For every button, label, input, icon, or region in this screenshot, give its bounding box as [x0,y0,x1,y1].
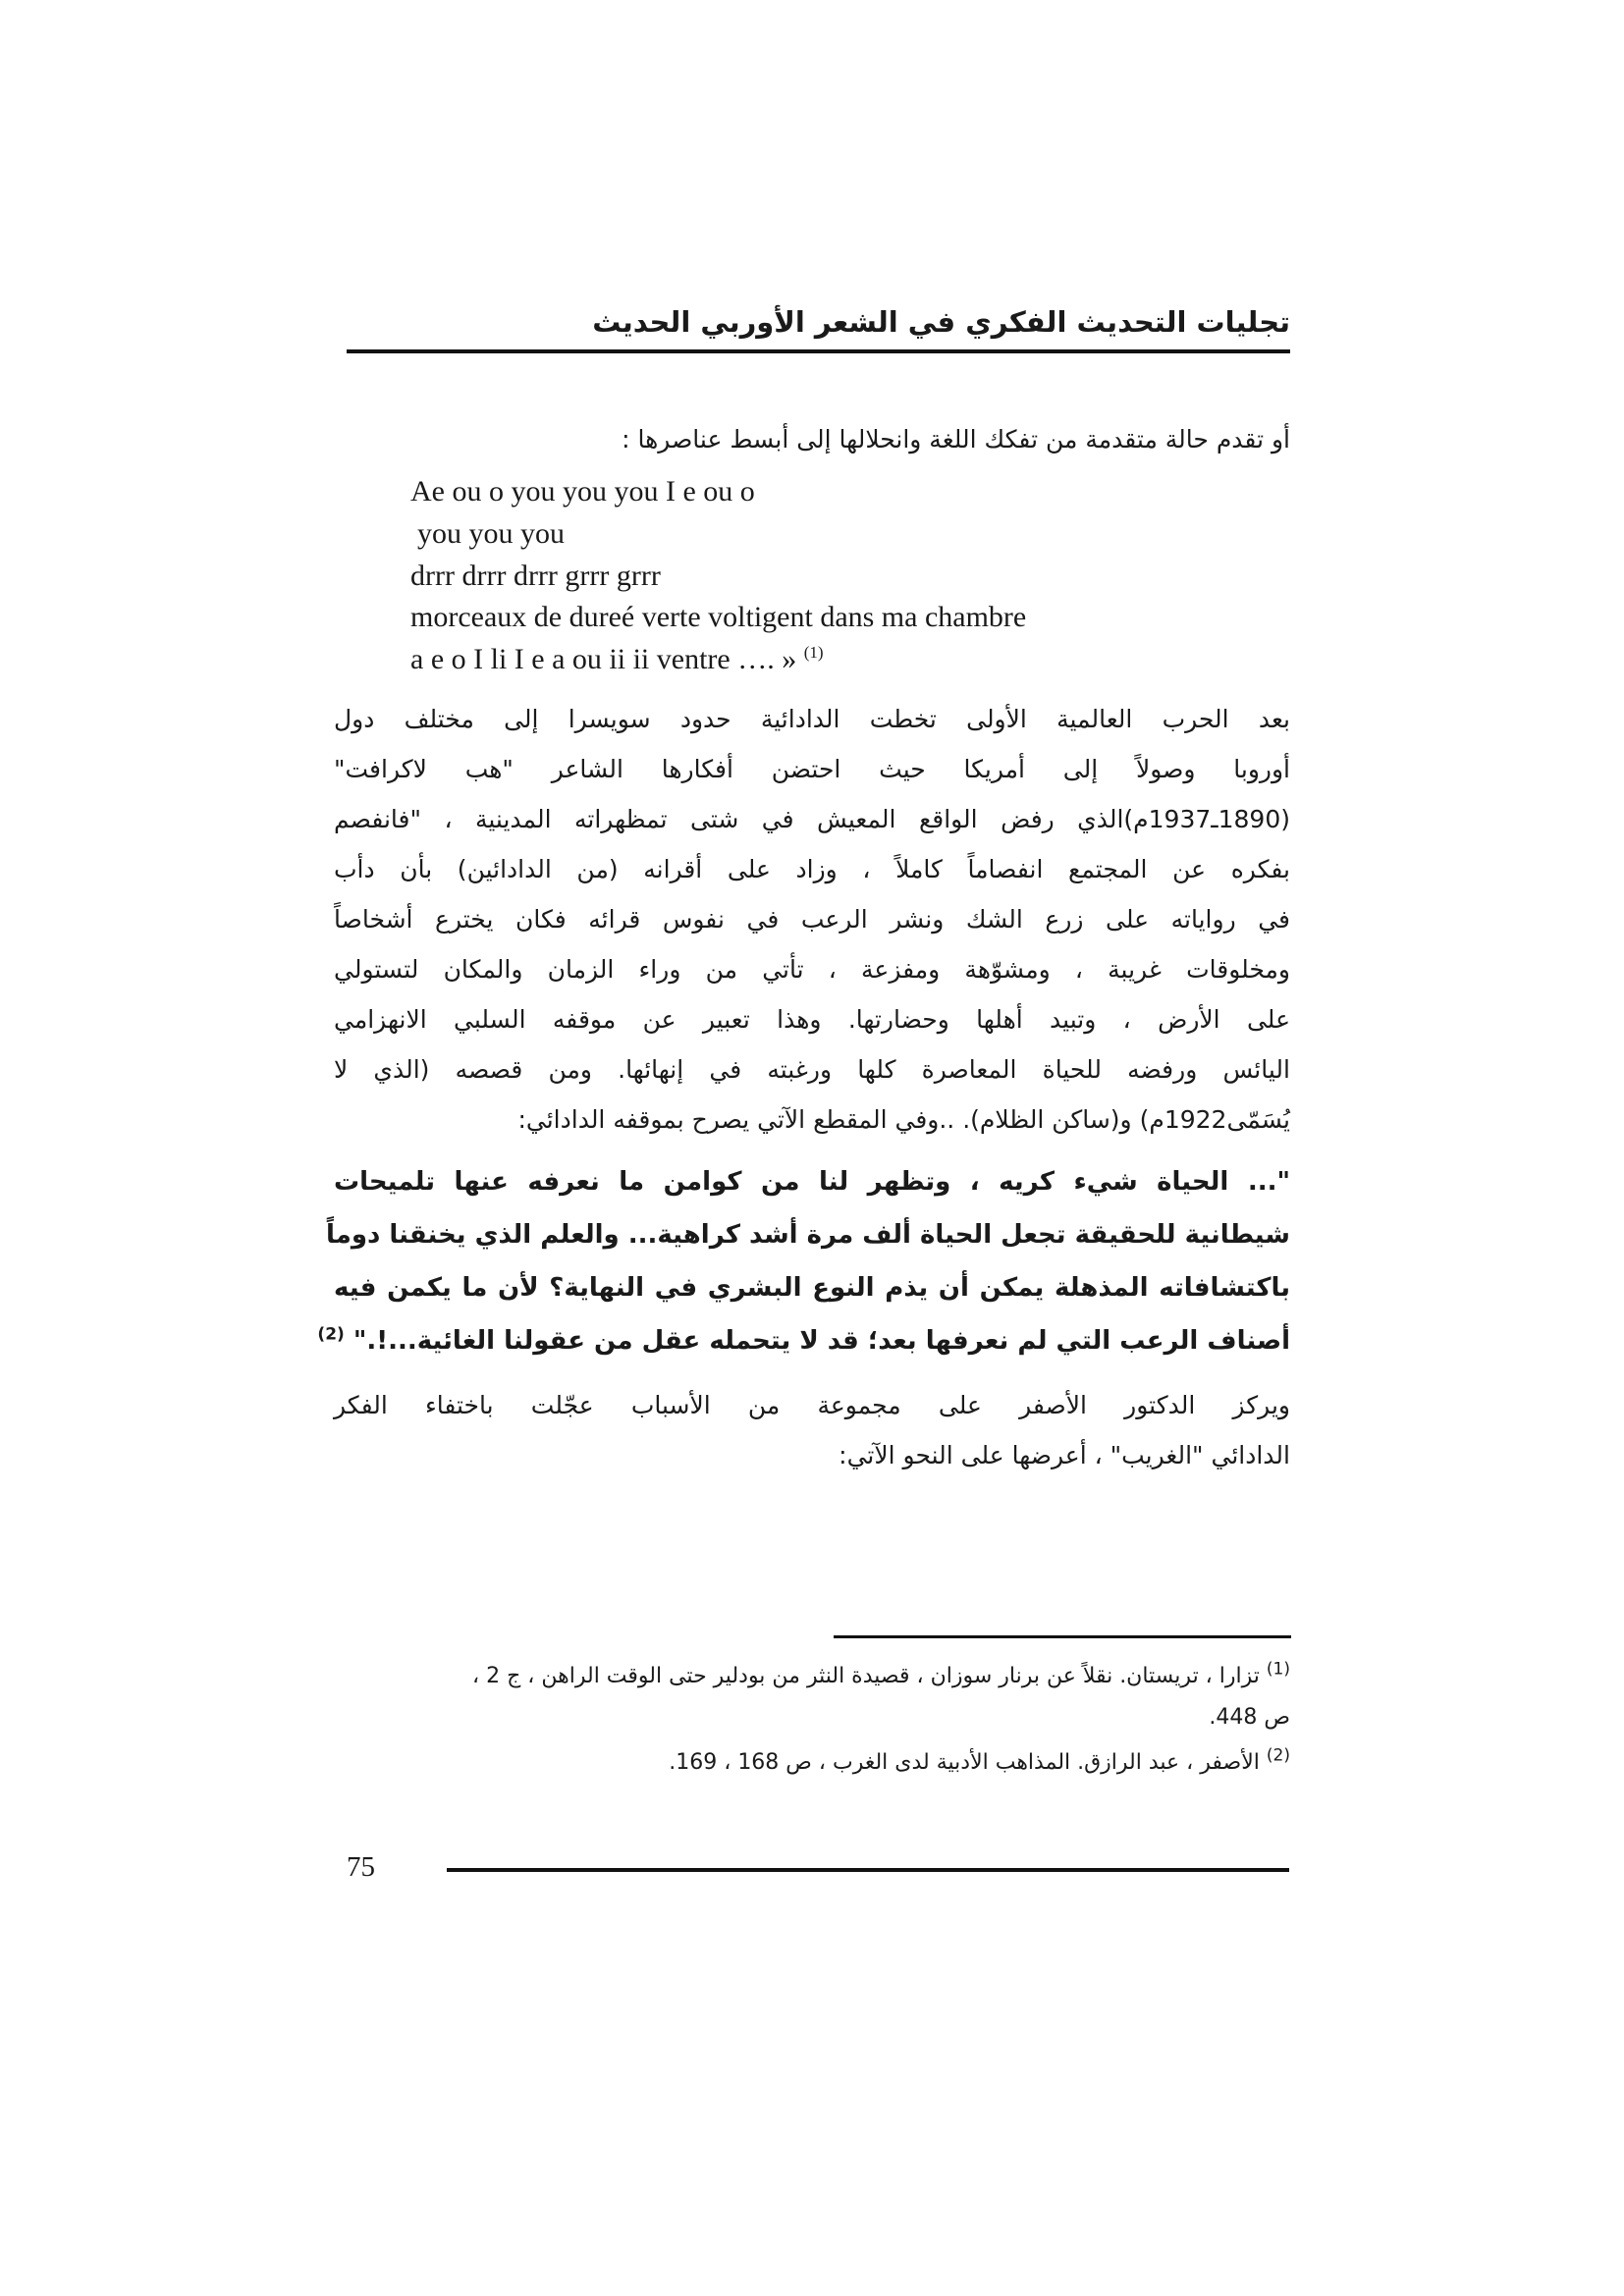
footnote-number: (1) [1266,1659,1290,1680]
footnote-separator [834,1635,1291,1638]
intro-line: أو تقدم حالة متقدمة من تفكك اللغة وانحلالها إلى أبسط عناصرها : [622,425,1290,454]
footnote-2 [669,1745,1290,1781]
footnote-1 [472,1659,1290,1694]
footer-rule [447,1868,1289,1872]
paragraph-line: (1890ـ1937م)الذي رفض الواقع المعيش في شتى تمظهراته المدينية ، "فانفصم [334,805,1290,833]
running-header-title: تجليات التحديث الفكري في الشعر الأوربي الحديث [592,305,1290,339]
footnote-text: الأصفر ، عبد الرازق. المذاهب الأدبية لدى الغرب ، ص 168 ، 169. [669,1750,1260,1775]
poem-line: you you you [417,517,565,550]
poem-line-text: a e o I li I e a ou ii ii ventre …. » [410,643,797,675]
poem-line: morceaux de dureé verte voltigent dans ma chambre [410,601,1027,633]
footnote-number: (2) [1266,1745,1290,1766]
paragraph-line: في رواياته على زرع الشك ونشر الرعب في نفوس قرائه فكان يخترع أشخاصاً [334,905,1290,934]
poem-line: Ae ou o you you you I e ou o [410,475,755,507]
paragraph-line: الدادائي "الغريب" ، أعرضها على النحو الآتي: [839,1441,1290,1469]
paragraph-line: يُسَمّى1922م) و(ساكن الظلام). ..وفي المقطع الآتي يصرح بموقفه الدادائي: [517,1105,1290,1134]
footnote-ref: (2) [317,1324,345,1345]
quote-line [317,1321,1290,1361]
footnote-ref: (1) [803,643,824,662]
paragraph-line: بفكره عن المجتمع انفصاماً كاملاً ، وزاد على أقرانه (من الدادائين) بأن دأب [334,855,1290,883]
paragraph-line: اليائس ورفضه للحياة المعاصرة كلها ورغبته في إنهائها. ومن قصصه (الذي لا [334,1055,1290,1084]
quote-line: باكتشافاته المذهلة يمكن أن يذم النوع البشري في النهاية؟ لأن ما يكمن فيه [334,1273,1290,1303]
paragraph-line: ومخلوقات غريبة ، ومشوّهة ومفزعة ، تأتي من وراء الزمان والمكان لتستولي [334,955,1290,984]
paragraph-line: بعد الحرب العالمية الأولى تخطت الدادائية حدود سويسرا إلى مختلف دول [334,705,1290,733]
footnote-1-continuation: ص 448. [1209,1705,1290,1730]
quote-line: "... الحياة شيء كريه ، وتظهر لنا من كوامن ما نعرفه عنها تلميحات [334,1167,1290,1197]
header-rule [347,349,1290,353]
footnote-text: تزارا ، تريستان. نقلاً عن برنار سوزان ، قصيدة النثر من بودلير حتى الوقت الراهن ، ج 2 ، [472,1664,1260,1688]
quote-line-text: أصناف الرعب التي لم نعرفها بعد؛ قد لا يتحمله عقل من عقولنا الغائية...!." [352,1326,1290,1356]
page-number: 75 [347,1851,375,1883]
paragraph-line: أوروبا وصولاً إلى أمريكا حيث احتضن أفكارها الشاعر "هب لاكرافت" [334,755,1290,783]
poem-line [410,640,824,679]
quote-line: شيطانية للحقيقة تجعل الحياة ألف مرة أشد كراهية... والعلم الذي يخنقنا دوماً [325,1220,1290,1250]
poem-line: drrr drrr drrr grrr grrr [410,560,661,592]
paragraph-line: على الأرض ، وتبيد أهلها وحضارتها. وهذا تعبير عن موقفه السلبي الانهزامي [334,1005,1290,1034]
paragraph-line: ويركز الدكتور الأصفر على مجموعة من الأسباب عجّلت باختفاء الفكر [334,1391,1290,1419]
